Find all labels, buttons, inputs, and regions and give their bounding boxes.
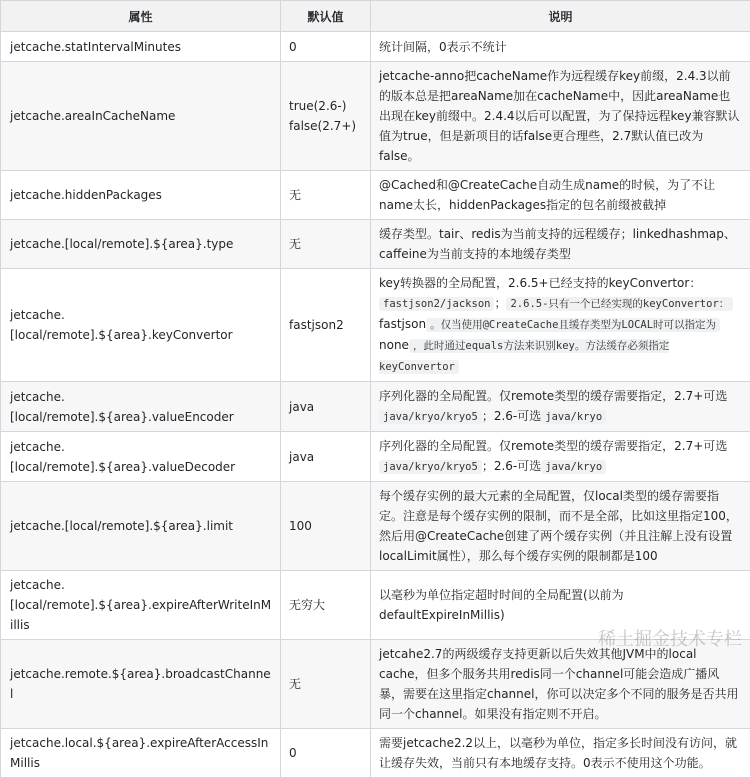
table-row (1, 571, 750, 640)
description (371, 640, 750, 729)
table-row (1, 432, 750, 482)
description-text: ；2.6-可选 (482, 409, 541, 423)
code-snippet: 。仅当使用@CreateCache且缓存类型为LOCAL时可以指定为 (426, 318, 720, 332)
table-row (1, 32, 750, 62)
property-name: jetcache.areaInCacheName (1, 62, 281, 171)
description (371, 269, 750, 382)
description (371, 62, 750, 171)
code-snippet: java/kryo (541, 410, 606, 424)
default-value: 0 (281, 32, 371, 62)
property-name: jetcache.[local/remote].${area}.keyConvertor (1, 269, 281, 382)
header-default: 默认值 (281, 1, 371, 32)
description-text: 缓存类型。tair、redis为当前支持的远程缓存；linkedhashmap、caffeine为当前支持的本地缓存类型 (379, 227, 736, 261)
description (371, 571, 750, 640)
table-row (1, 482, 750, 571)
default-value: fastjson2 (281, 269, 371, 382)
description-text: 每个缓存实例的最大元素的全局配置，仅local类型的缓存需要指定。注意是每个缓存实例的限制，而不是全部，比如这里指定100，然后用@CreateCache创建了两个缓存实例（并且注解上没有设置localLimit属性），那么每个缓存实例的限制都是100 (379, 489, 738, 563)
table-header-row (1, 1, 750, 32)
table-row (1, 382, 750, 432)
property-name: jetcache.[local/remote].${area}.valueEncoder (1, 382, 281, 432)
property-name: jetcache. [local/remote].${area}.expireAfterWriteInMillis (1, 571, 281, 640)
table-row (1, 220, 750, 269)
default-value: 无 (281, 640, 371, 729)
default-value: 无 (281, 220, 371, 269)
property-name: jetcache.hiddenPackages (1, 171, 281, 220)
description (371, 32, 750, 62)
default-value: 无穷大 (281, 571, 371, 640)
table-row (1, 729, 750, 778)
description (371, 432, 750, 482)
code-snippet: 2.6.5-只有一个已经实现的keyConvertor： (506, 297, 733, 311)
description-text: ；2.6-可选 (482, 459, 541, 473)
default-value: true(2.6-) false(2.7+) (281, 62, 371, 171)
description (371, 482, 750, 571)
code-snippet: java/kryo/kryo5 (379, 460, 482, 474)
code-snippet: fastjson2/jackson (379, 297, 494, 311)
description (371, 220, 750, 269)
description (371, 171, 750, 220)
table-row (1, 171, 750, 220)
property-name: jetcache.remote.${area}.broadcastChannel (1, 640, 281, 729)
property-name: jetcache.[local/remote].${area}.type (1, 220, 281, 269)
property-name: jetcache.[local/remote].${area}.limit (1, 482, 281, 571)
code-snippet: ，此时通过equals方法来识别key。方法缓存必须指定keyConvertor (379, 339, 669, 374)
property-name: jetcache.statIntervalMinutes (1, 32, 281, 62)
default-value: java (281, 382, 371, 432)
default-value: 无 (281, 171, 371, 220)
table-row (1, 269, 750, 382)
table-row (1, 640, 750, 729)
code-snippet: java/kryo (541, 460, 606, 474)
default-value: 100 (281, 482, 371, 571)
description-text: 序列化器的全局配置。仅remote类型的缓存需要指定，2.7+可选 (379, 439, 727, 453)
description-text: 统计间隔，0表示不统计 (379, 40, 507, 54)
header-description: 说明 (371, 1, 750, 32)
default-value: java (281, 432, 371, 482)
description-text: 序列化器的全局配置。仅remote类型的缓存需要指定，2.7+可选 (379, 389, 727, 403)
code-snippet: java/kryo/kryo5 (379, 410, 482, 424)
description-text: 以毫秒为单位指定超时时间的全局配置(以前为defaultExpireInMillis) (379, 588, 624, 622)
header-property: 属性 (1, 1, 281, 32)
property-name: jetcache.local.${area}.expireAfterAccessInMillis (1, 729, 281, 778)
description-text: fastjson (379, 317, 426, 331)
description-text: jetcahe2.7的两级缓存支持更新以后失效其他JVM中的local cache，但多个服务共用redis同一个channel可能会造成广播风暴，需要在这里指定channel，你可以决定多个不同的服务是否共用同一个channel。如果没有指定则不开启。 (379, 647, 739, 721)
description-text: ； (494, 296, 506, 310)
description-text: key转换器的全局配置，2.6.5+已经支持的keyConvertor： (379, 276, 701, 290)
description-text: 需要jetcache2.2以上，以毫秒为单位，指定多长时间没有访问，就让缓存失效，当前只有本地缓存支持。0表示不使用这个功能。 (379, 736, 737, 770)
default-value: 0 (281, 729, 371, 778)
description-text: jetcache-anno把cacheName作为远程缓存key前缀，2.4.3以前的版本总是把areaName加在cacheName中，因此areaName也出现在key前缀中。2.4.4以后可以配置，为了保持远程key兼容默认值为true，但是新项目的话false更合理些，2.7默认值已改为false。 (379, 69, 740, 163)
description-text: none (379, 338, 409, 352)
table-row (1, 62, 750, 171)
watermark: 稀土掘金技术专栏 (598, 625, 742, 651)
description (371, 382, 750, 432)
description-text: @Cached和@CreateCache自动生成name的时候，为了不让name太长，hiddenPackages指定的包名前缀被截掉 (379, 178, 715, 212)
description (371, 729, 750, 778)
property-name: jetcache.[local/remote].${area}.valueDecoder (1, 432, 281, 482)
